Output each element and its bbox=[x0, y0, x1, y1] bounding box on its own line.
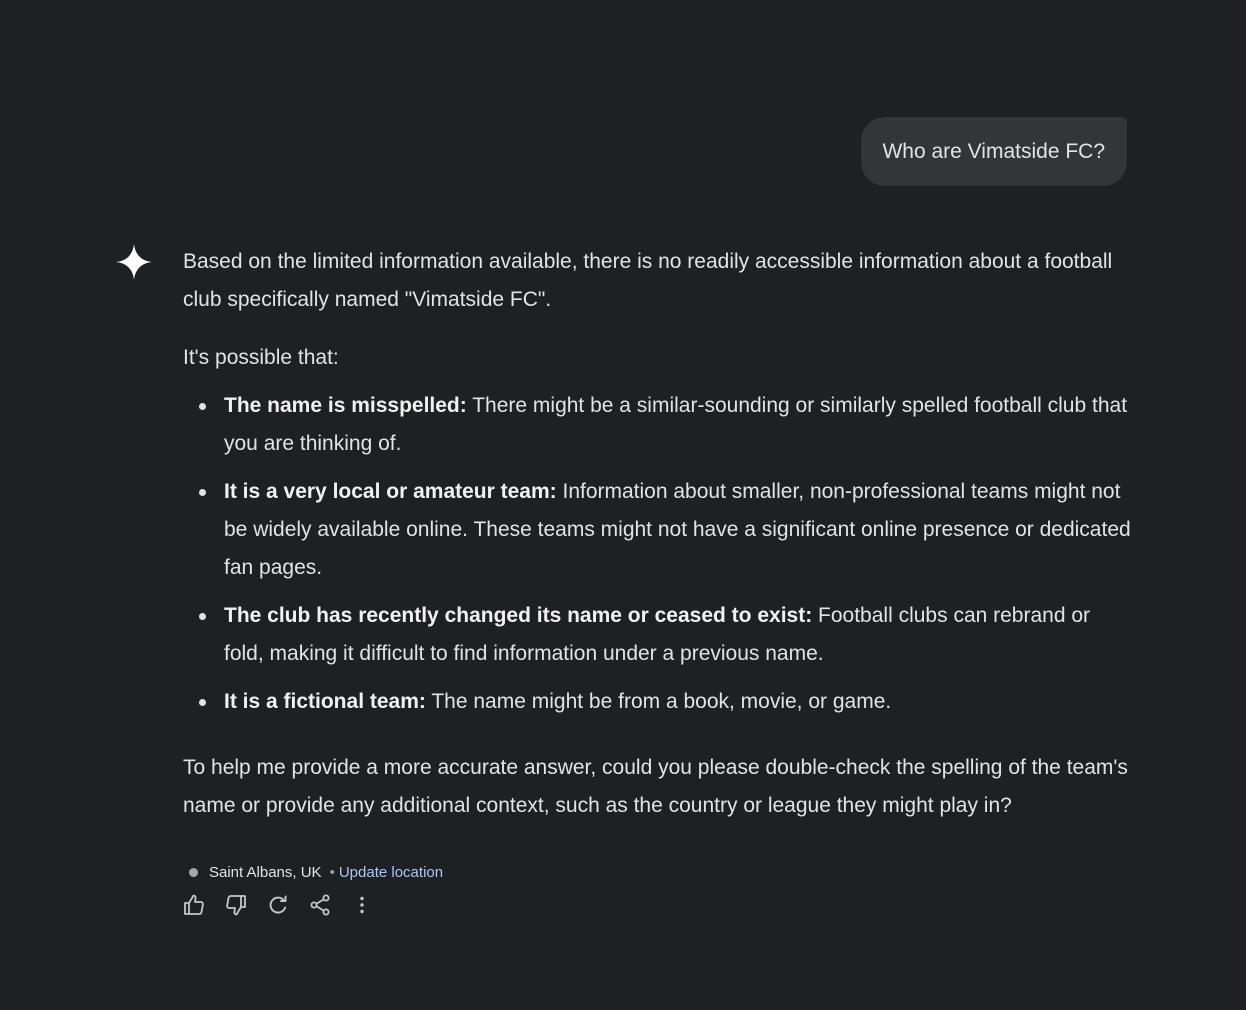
model-response bbox=[183, 243, 1133, 825]
list-item bbox=[224, 387, 1133, 463]
thumbs-up-button[interactable] bbox=[173, 886, 215, 924]
list-item-title: The club has recently changed its name or ceased to exist: bbox=[224, 604, 813, 627]
location-place: Saint Albans, UK bbox=[209, 863, 322, 881]
list-item-title: The name is misspelled: bbox=[224, 394, 467, 417]
list-item bbox=[224, 473, 1133, 587]
list-item bbox=[224, 683, 1133, 721]
list-item-text: Football clubs can rebrand or fold, making it difficult to find information under a previous name. bbox=[224, 604, 1091, 665]
list-item bbox=[224, 597, 1133, 673]
gemini-sparkle-icon bbox=[114, 242, 154, 282]
list-item-title: It is a very local or amateur team: bbox=[224, 480, 557, 503]
location-separator: • bbox=[329, 863, 335, 881]
thumbs-down-icon bbox=[224, 893, 248, 917]
user-message-bubble bbox=[861, 117, 1127, 186]
thumbs-up-icon bbox=[182, 893, 206, 917]
response-intro: Based on the limited information available, there is no readily accessible information about a football club specifically named "Vimatside FC". bbox=[183, 250, 1113, 311]
more-options-button[interactable] bbox=[341, 886, 383, 924]
response-lead: It's possible that: bbox=[183, 346, 339, 369]
share-icon bbox=[308, 893, 332, 917]
update-location-link[interactable]: Update location bbox=[338, 863, 444, 881]
location-info bbox=[189, 861, 443, 883]
thumbs-down-button[interactable] bbox=[215, 886, 257, 924]
list-item-text: There might be a similar-sounding or similarly spelled football club that you are thinking of. bbox=[224, 394, 1128, 455]
more-vertical-icon bbox=[350, 893, 374, 917]
location-dot-icon bbox=[189, 868, 198, 877]
list-item-text: Information about smaller, non-professional teams might not be widely available online. These teams might not have a significant online presence or dedicated fan pages. bbox=[224, 480, 1131, 579]
possibilities-list bbox=[183, 387, 1133, 721]
refresh-icon bbox=[266, 893, 290, 917]
share-button[interactable] bbox=[299, 886, 341, 924]
response-actions-toolbar bbox=[173, 886, 383, 924]
user-message-text: Who are Vimatside FC? bbox=[882, 139, 1105, 163]
list-item-text: The name might be from a book, movie, or game. bbox=[425, 690, 892, 713]
regenerate-button[interactable] bbox=[257, 886, 299, 924]
response-closing: To help me provide a more accurate answer, could you please double-check the spelling of the team's name or provide any additional context, such as the country or league they might play in? bbox=[183, 756, 1128, 817]
list-item-title: It is a fictional team: bbox=[224, 690, 426, 713]
